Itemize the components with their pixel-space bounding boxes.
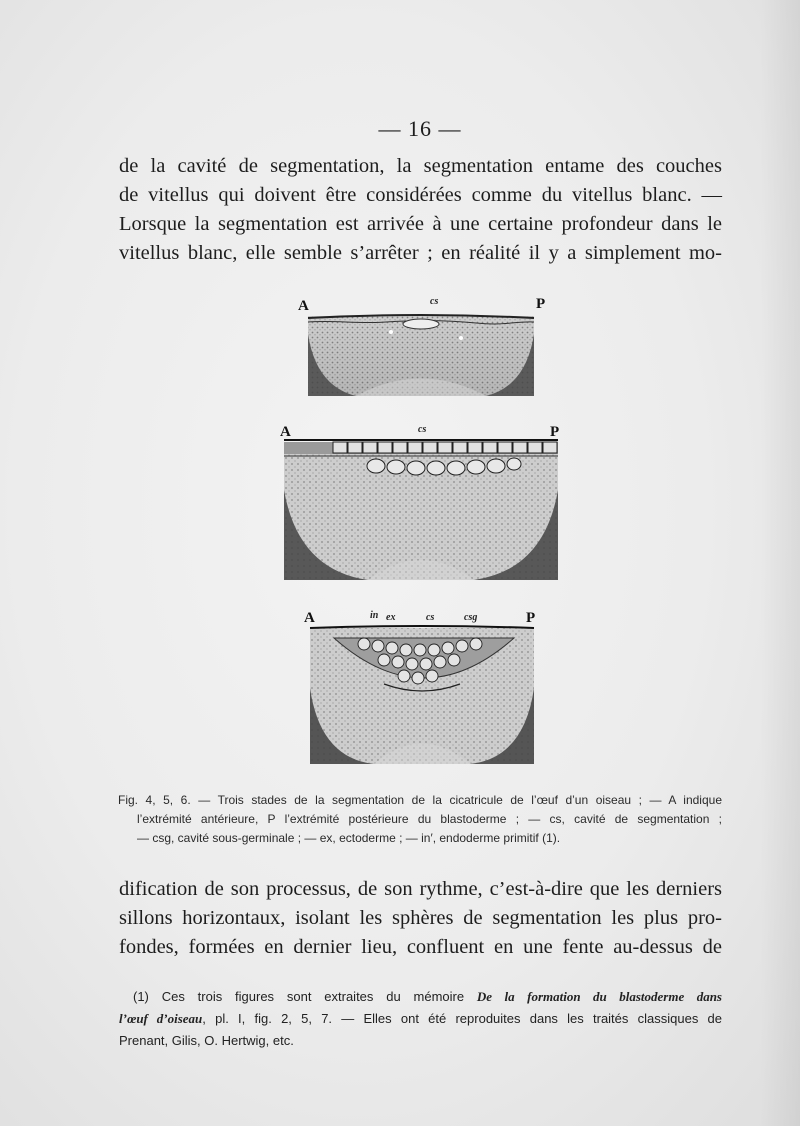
footnote-text: , pl. I, fig. 2, 5, 7. — Elles ont été reproduites dans les traités classiques de <box>202 1011 723 1026</box>
footnote-line <box>119 986 722 1008</box>
fig4-label-cs: cs <box>430 296 439 307</box>
figure-4 <box>296 296 546 402</box>
text-line: sillons horizontaux, isolant les sphères de segmentation les plus pro- <box>119 907 722 929</box>
footnote-title-cont: l’œuf d’oiseau <box>119 1011 203 1026</box>
text-line: de vitellus qui doivent être considérées comme du vitellus blanc. — <box>119 184 722 206</box>
fig6-label-posterior: P <box>526 610 536 626</box>
page-number: — 16 — <box>378 116 462 141</box>
figure-5-illustration <box>278 420 564 584</box>
fig4-label-posterior: P <box>536 296 546 312</box>
caption-line: l’extrémité antérieure, P l’extrémité postérieure du blastoderme ; — cs, cavité de segmentation ; <box>137 812 722 826</box>
page-edge-shadow <box>760 0 800 1126</box>
fig5-label-anterior: A <box>280 424 291 440</box>
footnote <box>119 986 722 1052</box>
paragraph-bottom <box>119 875 722 962</box>
fig4-label-anterior: A <box>298 298 309 314</box>
footnote-line <box>119 1008 722 1030</box>
text-line: fondes, formées en dernier lieu, confluent en une fente au-dessus de <box>119 936 722 958</box>
footnote-title: De la formation du blastoderme dans <box>476 989 722 1004</box>
figure-6 <box>304 608 540 766</box>
fig5-label-posterior: P <box>550 424 560 440</box>
fig6-label-ex: ex <box>386 612 396 623</box>
figure-caption <box>118 791 722 848</box>
text-line: Lorsque la segmentation est arrivée à une certaine profondeur dans le <box>119 213 722 235</box>
caption-line: Fig. 4, 5, 6. — Trois stades de la segmentation de la cicatricule de l’œuf d’un oiseau ; — A indique <box>118 793 722 807</box>
figure-4-illustration <box>296 296 546 402</box>
fig6-label-cs: cs <box>426 612 435 623</box>
fig6-label-anterior: A <box>304 610 315 626</box>
caption-line: — csg, cavité sous-germinale ; — ex, ectoderme ; — in′, endoderme primitif (1). <box>137 831 561 845</box>
fig6-label-csg: csg <box>464 612 478 623</box>
text-line: de la cavité de segmentation, la segmentation entame des couches <box>119 155 722 177</box>
footnote-line: Prenant, Gilis, O. Hertwig, etc. <box>119 1033 294 1048</box>
fig6-label-in: in <box>370 610 379 621</box>
footnote-text: (1) Ces trois figures sont extraites du mémoire <box>133 989 477 1004</box>
fig5-label-cs: cs <box>418 424 427 435</box>
text-line: vitellus blanc, elle semble s’arrêter ; en réalité il y a simplement mo- <box>119 242 722 264</box>
paragraph-top <box>119 152 722 268</box>
text-line: dification de son processus, de son rythme, c’est-à-dire que les derniers <box>119 878 722 900</box>
figure-6-illustration <box>304 608 540 766</box>
figure-5 <box>278 420 564 584</box>
